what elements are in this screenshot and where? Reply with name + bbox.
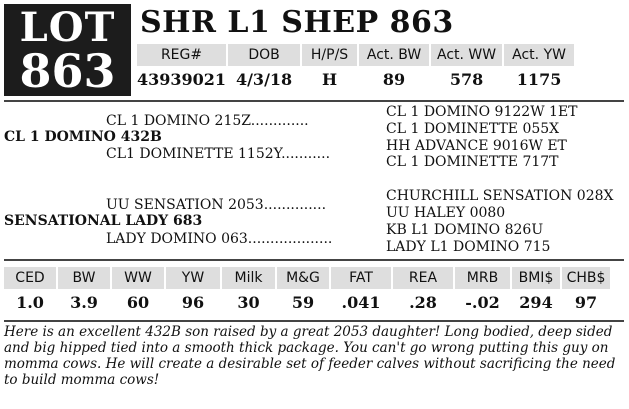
stat-value: 4/3/18 <box>235 69 293 89</box>
epd-value: 30 <box>237 292 260 312</box>
pedigree-sire-sire: CL 1 DOMINO 215Z............. <box>106 113 309 129</box>
epd-header: YW <box>166 267 220 289</box>
lot-badge <box>4 4 131 96</box>
pedigree-sire-dam-sire: HH ADVANCE 9016W ET <box>386 138 567 154</box>
stat-header: Act. YW <box>504 44 574 66</box>
epd-value: -.02 <box>465 292 500 312</box>
epd-header: M&G <box>277 267 329 289</box>
epd-header: FAT <box>331 267 391 289</box>
epd-value: 97 <box>574 292 598 312</box>
epd-value: .28 <box>409 292 437 312</box>
epd-value: 1.0 <box>16 292 44 312</box>
divider <box>4 320 624 322</box>
epd-header: CHB$ <box>562 267 610 289</box>
epd-table <box>2 265 612 315</box>
epd-value: 96 <box>181 292 205 312</box>
stat-value: 89 <box>382 69 406 89</box>
pedigree-sire: CL 1 DOMINO 432B <box>4 129 162 145</box>
stat-header: Act. BW <box>359 44 429 66</box>
stat-value: 43939021 <box>137 69 227 89</box>
animal-name: SHR L1 SHEP 863 <box>140 5 454 40</box>
stat-value: 578 <box>449 69 484 89</box>
stat-header: REG# <box>137 44 226 66</box>
lot-comments: Here is an excellent 432B son raised by a great 2053 daughter! Long bodied, deep sided and big hipped tied into a smooth thick package. You can't go wrong putting this guy on momma cows. He will create a desirable set of feeder calves without sacrificing the need to build momma cows! <box>4 324 616 388</box>
pedigree-dam-sire-sire: CHURCHILL SENSATION 028X <box>386 188 614 204</box>
lot-label: LOT <box>19 4 116 51</box>
epd-value: 3.9 <box>70 292 98 312</box>
stat-header: Act. WW <box>431 44 502 66</box>
epd-header: WW <box>112 267 164 289</box>
epd-header: BW <box>58 267 110 289</box>
pedigree-dam-sire-dam: UU HALEY 0080 <box>386 205 506 221</box>
lot-number: 863 <box>19 44 116 98</box>
divider <box>4 259 624 261</box>
epd-header: MRB <box>455 267 510 289</box>
pedigree-dam-sire: UU SENSATION 2053.............. <box>106 197 327 213</box>
pedigree-dam: SENSATIONAL LADY 683 <box>4 213 203 229</box>
pedigree-dam-dam-sire: KB L1 DOMINO 826U <box>386 222 544 238</box>
epd-header: CED <box>4 267 56 289</box>
epd-value: 294 <box>519 292 553 312</box>
pedigree-dam-dam: LADY DOMINO 063................... <box>106 231 333 247</box>
pedigree-sire-sire-sire: CL 1 DOMINO 9122W 1ET <box>386 104 578 120</box>
pedigree-sire-sire-dam: CL 1 DOMINETTE 055X <box>386 121 560 137</box>
epd-header: REA <box>393 267 453 289</box>
stat-value: H <box>322 69 338 89</box>
divider <box>4 100 624 102</box>
pedigree-sire-dam: CL1 DOMINETTE 1152Y........... <box>106 146 331 162</box>
epd-header: Milk <box>222 267 275 289</box>
epd-value: 60 <box>126 292 150 312</box>
stat-value: 1175 <box>516 69 562 89</box>
stat-header: H/P/S <box>302 44 357 66</box>
stat-header: DOB <box>228 44 300 66</box>
epd-value: 59 <box>291 292 315 312</box>
epd-header: BMI$ <box>512 267 560 289</box>
epd-value: .041 <box>341 292 381 312</box>
pedigree-dam-dam-dam: LADY L1 DOMINO 715 <box>386 239 551 255</box>
top-stats-table <box>135 42 576 92</box>
pedigree-sire-dam-dam: CL 1 DOMINETTE 717T <box>386 154 559 170</box>
